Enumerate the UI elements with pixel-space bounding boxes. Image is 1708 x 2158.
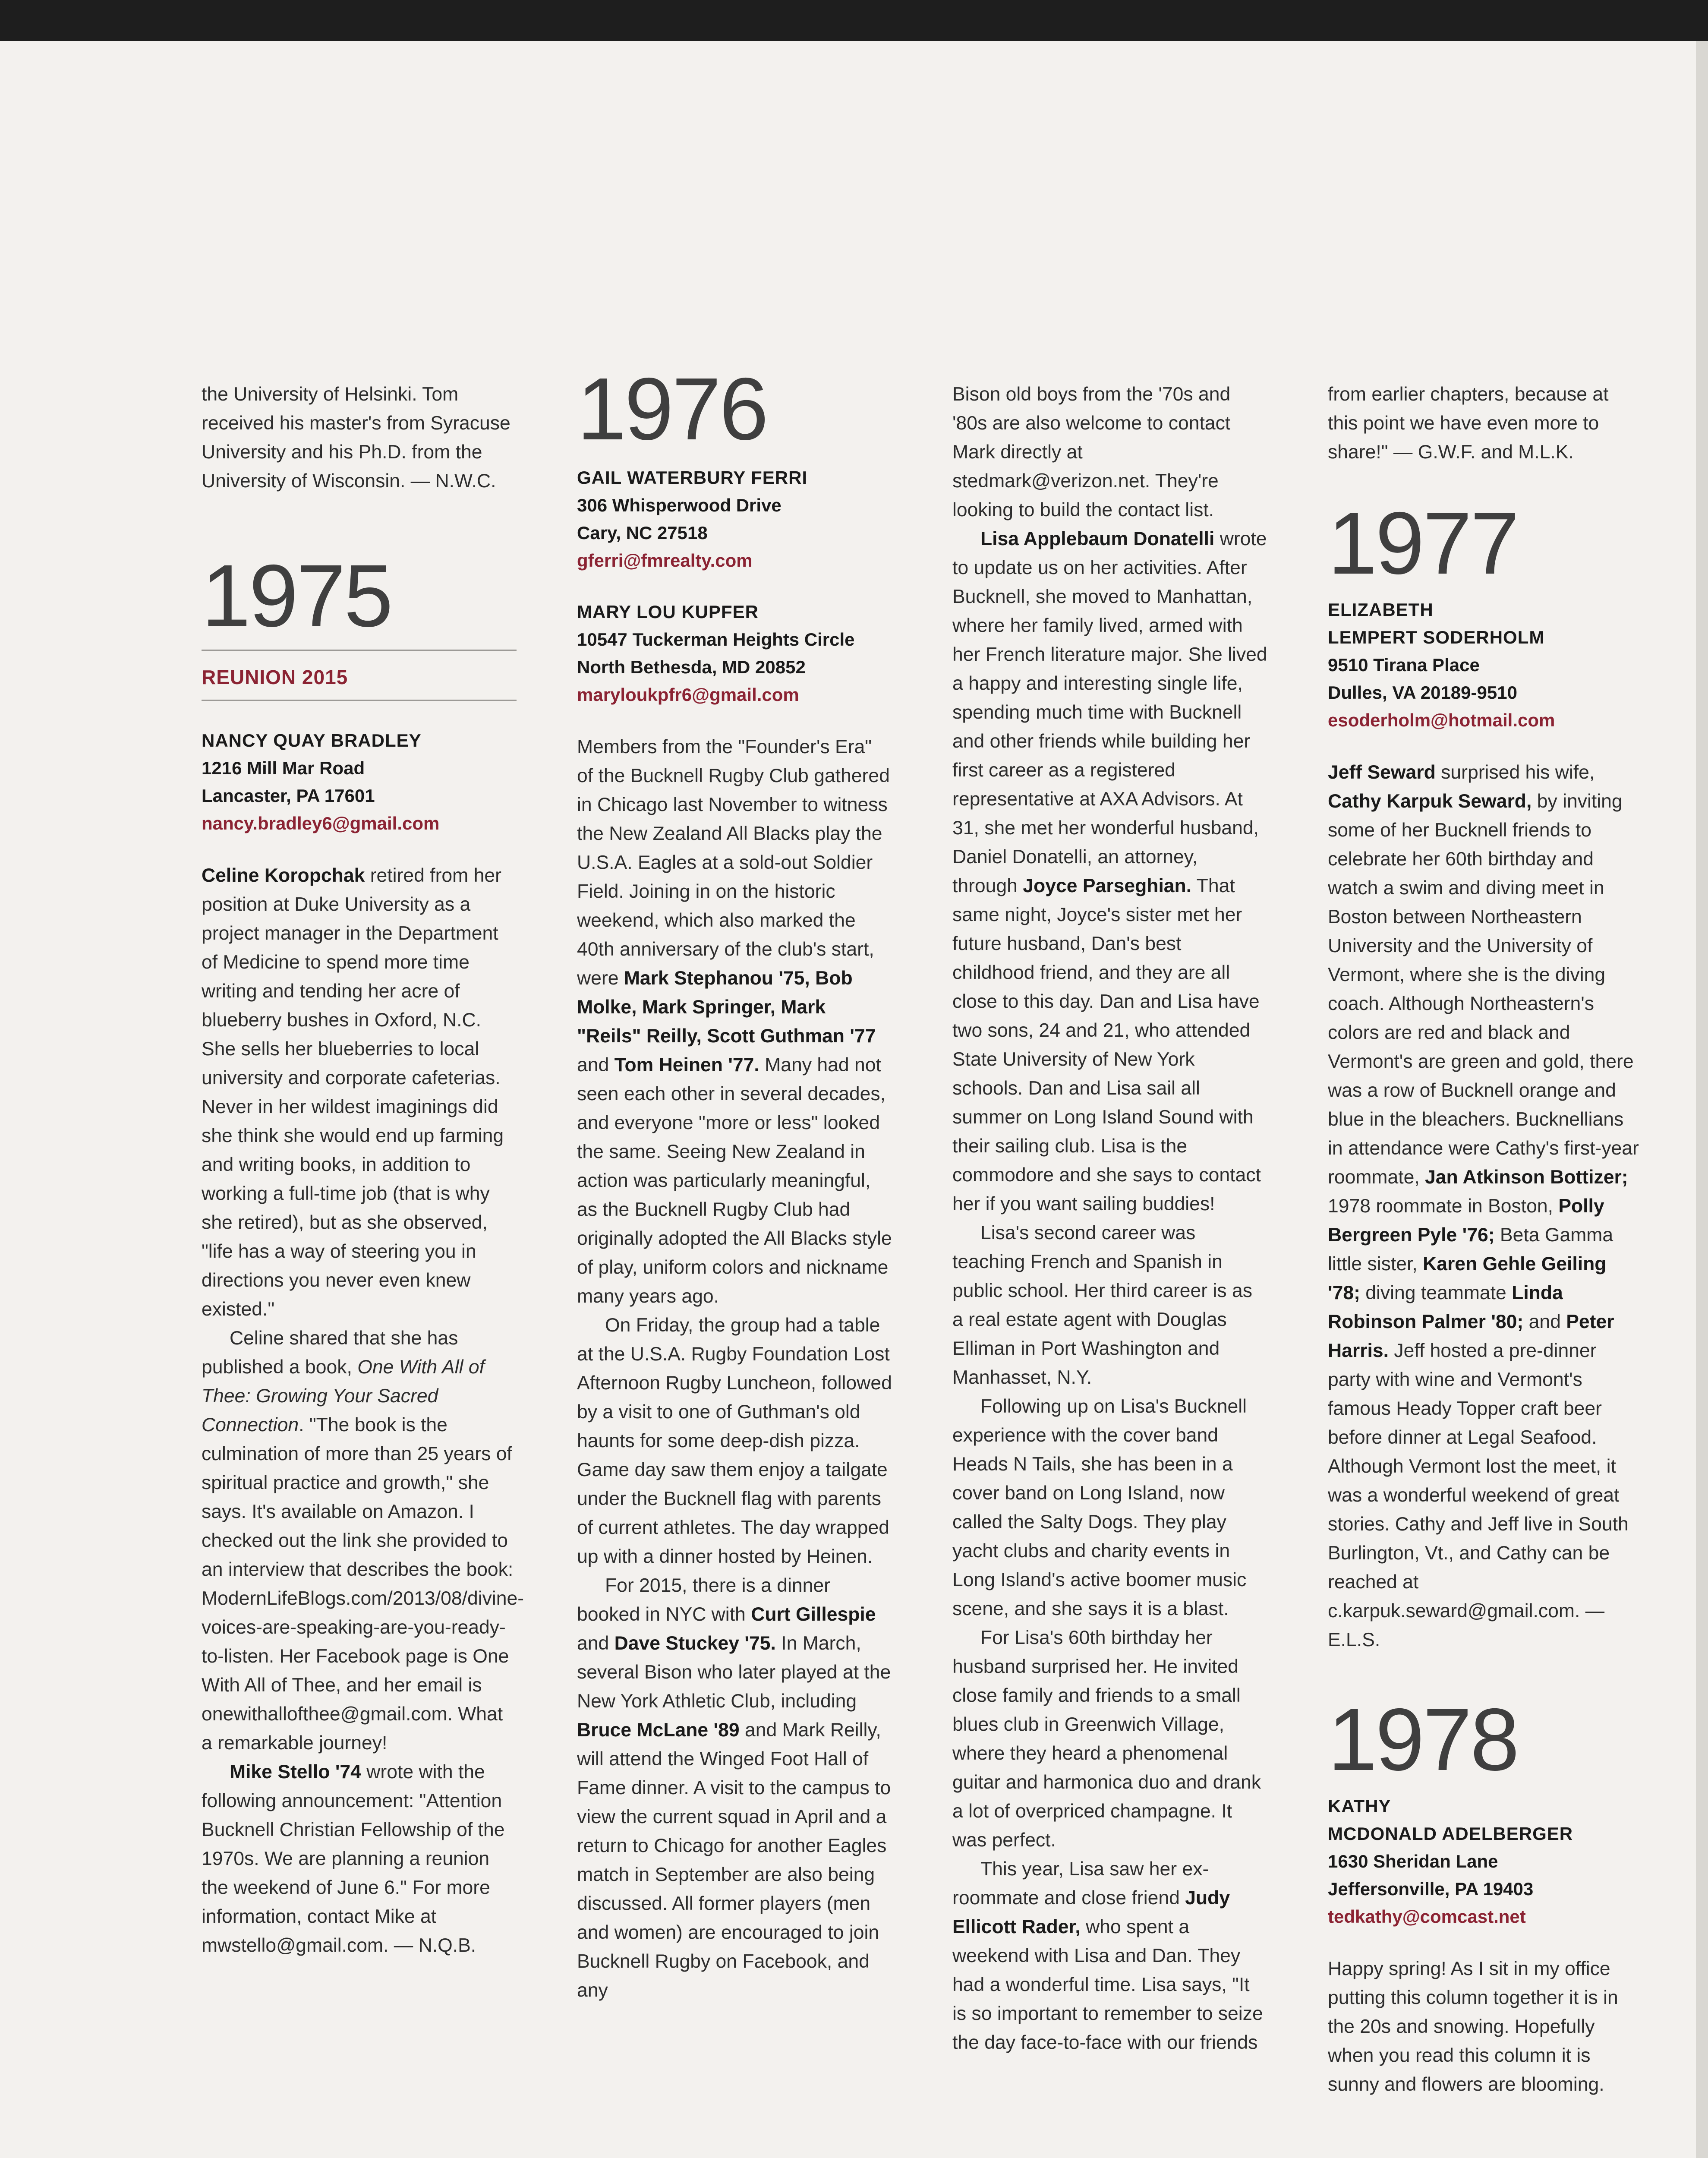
c3-paragraph-6 bbox=[952, 1855, 1267, 2057]
c1-text: Celine shared that she has published a book, bbox=[202, 1328, 458, 1378]
c4-text: surprised his wife, bbox=[1435, 762, 1595, 783]
person-name: Judy Ellicott Rader, bbox=[952, 1887, 1230, 1937]
contact-email[interactable]: gferri@fmrealty.com bbox=[577, 550, 753, 571]
contact-address-2: Cary, NC 27518 bbox=[577, 523, 708, 543]
contact-name: MCDONALD ADELBERGER bbox=[1328, 1824, 1573, 1844]
year-1976: 1976 bbox=[577, 360, 767, 458]
c2-text: Members from the "Founder's Era" of the Bucknell Rugby Club gathered in Chicago last November to witness the New Zealand All Blacks play the U.S.A. Eagles at a sold-out Soldier Field. Joining in on the historic weekend, which also marked the 40th anniversary of the club's start, were bbox=[577, 736, 890, 989]
book-title: One With All of Thee: Growing Your Sacred Connection bbox=[202, 1357, 485, 1436]
contact-ferri bbox=[577, 464, 892, 574]
contact-name: GAIL WATERBURY FERRI bbox=[577, 467, 808, 488]
year-1975: 1975 bbox=[202, 546, 392, 645]
c1-text: . "The book is the culmination of more than 25 years of spiritual practice and growth," she says. It's available on Amazon. I checked out the link she provided to an interview that describes the book: ModernLifeBlogs.com/2013/08/divine-voices-are-speaking-are-you-ready-to-listen. Her Facebook page is One With All of Thee, and her email is onewithallofthee@gmail.com. What a remarkable journey! bbox=[202, 1414, 524, 1754]
c3-paragraph-1: Bison old boys from the '70s and '80s are also welcome to contact Mark directly at stedmark@verizon.net. They're looking to build the contact list. bbox=[952, 384, 1231, 521]
contact-address-1: 10547 Tuckerman Heights Circle bbox=[577, 629, 855, 650]
c4-text: Beta Gamma little sister, bbox=[1328, 1224, 1613, 1275]
person-name: Polly Bergreen Pyle '76; bbox=[1328, 1196, 1604, 1246]
c2-text: and bbox=[577, 1633, 615, 1654]
contact-kupfer bbox=[577, 598, 892, 709]
contact-name: MARY LOU KUPFER bbox=[577, 602, 759, 622]
c4-text: by inviting some of her Bucknell friends to celebrate her 60th birthday and watch a swim and diving meet in Boston between Northeastern University and the University of Vermont, where she is the diving coach. Although Northeastern's colors are red and black and Vermont's are green and gold, there was a row of Bucknell orange and blue in the bleachers. Bucknellians in attendance were Cathy's first-year roommate, bbox=[1328, 791, 1639, 1188]
person-name: Mike Stello '74 bbox=[230, 1761, 361, 1783]
contact-address-2: Dulles, VA 20189-9510 bbox=[1328, 682, 1517, 703]
c4-text: and bbox=[1523, 1311, 1566, 1332]
contact-bradley bbox=[202, 727, 517, 837]
c4-text: Jeff hosted a pre-dinner party with wine and Vermont's famous Heady Topper craft beer before dinner at Legal Seafood. Although Vermont lost the meet, it was a wonderful weekend of great stories. Cathy and Jeff live in South Burlington, Vt., and Cathy can be reached at c.karpuk.seward@gmail.com. — E.L.S. bbox=[1328, 1340, 1629, 1650]
c3-text: wrote to update us on her activities. After Bucknell, she moved to Manhattan, where her family lived, armed with her French literature major. She lived a happy and interesting single life, spending much time with Bucknell and other friends while building her first career as a registered representative at AXA Advisors. At 31, she met her wonderful husband, Daniel Donatelli, an attorney, through bbox=[952, 528, 1267, 896]
contact-email[interactable]: esoderholm@hotmail.com bbox=[1328, 710, 1555, 730]
person-name: Jeff Seward bbox=[1328, 762, 1436, 783]
contact-email[interactable]: maryloukpfr6@gmail.com bbox=[577, 685, 799, 705]
c2-text: Many had not seen each other in several decades, and everyone "more or less" looked the same. Seeing New Zealand in action was particularly meaningful, as the Bucknell Rugby Club had originally adopted the All Blacks style of play, uniform colors and nickname many years ago. bbox=[577, 1054, 892, 1307]
contact-address-1: 306 Whisperwood Drive bbox=[577, 495, 782, 515]
c2-paragraph-2: On Friday, the group had a table at the U.S.A. Rugby Foundation Lost Afternoon Rugby Luncheon, followed by a visit to one of Guthman's old haunts for some deep-dish pizza. Game day saw them enjoy a tailgate under the Bucknell flag with parents of current athletes. The day wrapped up with a dinner hosted by Heinen. bbox=[577, 1315, 892, 1567]
person-name: Linda Robinson Palmer '80; bbox=[1328, 1282, 1563, 1332]
reunion-heading: REUNION 2015 bbox=[202, 650, 517, 701]
c1-paragraph-2 bbox=[202, 1324, 524, 1757]
contact-email[interactable]: nancy.bradley6@gmail.com bbox=[202, 813, 440, 833]
contact-name: NANCY QUAY BRADLEY bbox=[202, 730, 422, 751]
c4-paragraph-1 bbox=[1328, 758, 1643, 1654]
c3-paragraph-5: For Lisa's 60th birthday her husband surprised her. He invited close family and friends to a small blues club in Greenwich Village, where they heard a phenomenal guitar and harmonica duo and drank a lot of overpriced champagne. It was perfect. bbox=[952, 1627, 1261, 1851]
c2-text: and bbox=[577, 1054, 615, 1076]
person-name: Tom Heinen '77. bbox=[614, 1054, 759, 1076]
c1-intro: the University of Helsinki. Tom received his master's from Syracuse University and his Ph.D. from the University of Wisconsin. — N.W.C. bbox=[202, 384, 511, 492]
c1-paragraph-1 bbox=[202, 861, 517, 1324]
c2-text: and Mark Reilly, will attend the Winged Foot Hall of Fame dinner. A visit to the campus to view the current squad in April and a return to Chicago for another Eagles match in September are also being discussed. All former players (men and women) are encouraged to join Bucknell Rugby on Facebook, and any bbox=[577, 1719, 891, 2001]
c4-text: 1978 roommate in Boston, bbox=[1328, 1196, 1559, 1217]
contact-name: LEMPERT SODERHOLM bbox=[1328, 627, 1545, 647]
c3-text: That same night, Joyce's sister met her future husband, Dan's best childhood friend, and they are all close to this day. Dan and Lisa have two sons, 24 and 21, who attended State University of New York schools. Dan and Lisa sail all summer on Long Island Sound with their sailing club. Lisa is the commodore and she says to contact her if you want sailing buddies! bbox=[952, 875, 1261, 1215]
person-name: Joyce Parseghian. bbox=[1023, 875, 1192, 896]
contact-address-2: Jeffersonville, PA 19403 bbox=[1328, 1879, 1534, 1899]
page-edge bbox=[1696, 41, 1708, 2158]
contact-soderholm bbox=[1328, 596, 1643, 734]
c3-text: who spent a weekend with Lisa and Dan. They had a wonderful time. Lisa says, "It is so important to remember to seize the day face-to-face with our friends bbox=[952, 1916, 1263, 2053]
contact-address-1: 9510 Tirana Place bbox=[1328, 655, 1480, 675]
person-name: Lisa Applebaum Donatelli bbox=[980, 528, 1215, 549]
person-name: Cathy Karpuk Seward, bbox=[1328, 791, 1532, 812]
column-3 bbox=[952, 380, 1267, 2057]
c4-paragraph-2: Happy spring! As I sit in my office putting this column together it is in the 20s and snowing. Hopefully when you read this column it is sunny and flowers are blooming. bbox=[1328, 1958, 1618, 2095]
c2-paragraph-3 bbox=[577, 1571, 892, 2005]
c2-text: For 2015, there is a dinner booked in NYC with bbox=[577, 1575, 830, 1625]
c3-paragraph-2 bbox=[952, 524, 1267, 1218]
person-name: Celine Koropchak bbox=[202, 865, 365, 886]
person-name: Peter Harris. bbox=[1328, 1311, 1614, 1361]
c3-text: This year, Lisa saw her ex-roommate and close friend bbox=[952, 1858, 1209, 1909]
c2-text: In March, several Bison who later played at the New York Athletic Club, including bbox=[577, 1633, 891, 1712]
column-2 bbox=[577, 360, 892, 2005]
contact-name: KATHY bbox=[1328, 1796, 1391, 1816]
c1-paragraph-3 bbox=[202, 1757, 517, 1960]
person-names: Mark Stephanou '75, Bob Molke, Mark Springer, Mark "Reils" Reilly, Scott Guthman '77 bbox=[577, 968, 876, 1047]
column-1 bbox=[202, 380, 524, 1960]
contact-address-1: 1630 Sheridan Lane bbox=[1328, 1851, 1498, 1871]
year-1978: 1978 bbox=[1328, 1690, 1518, 1789]
contact-address-1: 1216 Mill Mar Road bbox=[202, 758, 365, 778]
person-name: Bruce McLane '89 bbox=[577, 1719, 740, 1741]
c4-intro: from earlier chapters, because at this point we have even more to share!" — G.W.F. and M.L.K. bbox=[1328, 384, 1609, 463]
contact-name: ELIZABETH bbox=[1328, 599, 1434, 620]
column-4 bbox=[1328, 380, 1643, 2099]
c2-paragraph-1 bbox=[577, 732, 892, 1311]
person-name: Karen Gehle Geiling '78; bbox=[1328, 1253, 1607, 1303]
contact-adelberger bbox=[1328, 1792, 1643, 1931]
c1-text: retired from her position at Duke University as a project manager in the Department of Medicine to spend more time writing and tending her acre of blueberry bushes in Oxford, N.C. She sells her blueberries to local university and corporate cafeterias. Never in her wildest imaginings did she think she would end up farming and writing books, in addition to working a full-time job (that is why she retired), but as she observed, "life has a way of steering you in directions you never even knew existed." bbox=[202, 865, 504, 1320]
person-name: Jan Atkinson Bottizer; bbox=[1425, 1167, 1628, 1188]
contact-address-2: North Bethesda, MD 20852 bbox=[577, 657, 806, 677]
contact-address-2: Lancaster, PA 17601 bbox=[202, 786, 375, 806]
person-name: Dave Stuckey '75. bbox=[614, 1633, 776, 1654]
person-name: Curt Gillespie bbox=[751, 1604, 876, 1625]
year-1977: 1977 bbox=[1328, 494, 1518, 593]
c4-text: diving teammate bbox=[1360, 1282, 1512, 1303]
c3-paragraph-3: Lisa's second career was teaching French and Spanish in public school. Her third career is as a real estate agent with Douglas Elliman in Port Washington and Manhasset, N.Y. bbox=[952, 1222, 1252, 1388]
c3-paragraph-4: Following up on Lisa's Bucknell experience with the cover band Heads N Tails, she has been in a cover band on Long Island, now called the Salty Dogs. They play yacht clubs and charity events in Long Island's active boomer music scene, and she says it is a blast. bbox=[952, 1396, 1247, 1619]
c1-text: wrote with the following announcement: "Attention Bucknell Christian Fellowship of the 1970s. We are planning a reunion the weekend of June 6." For more information, contact Mike at mwstello@gmail.com. — N.Q.B. bbox=[202, 1761, 505, 1956]
contact-email[interactable]: tedkathy@comcast.net bbox=[1328, 1906, 1526, 1927]
